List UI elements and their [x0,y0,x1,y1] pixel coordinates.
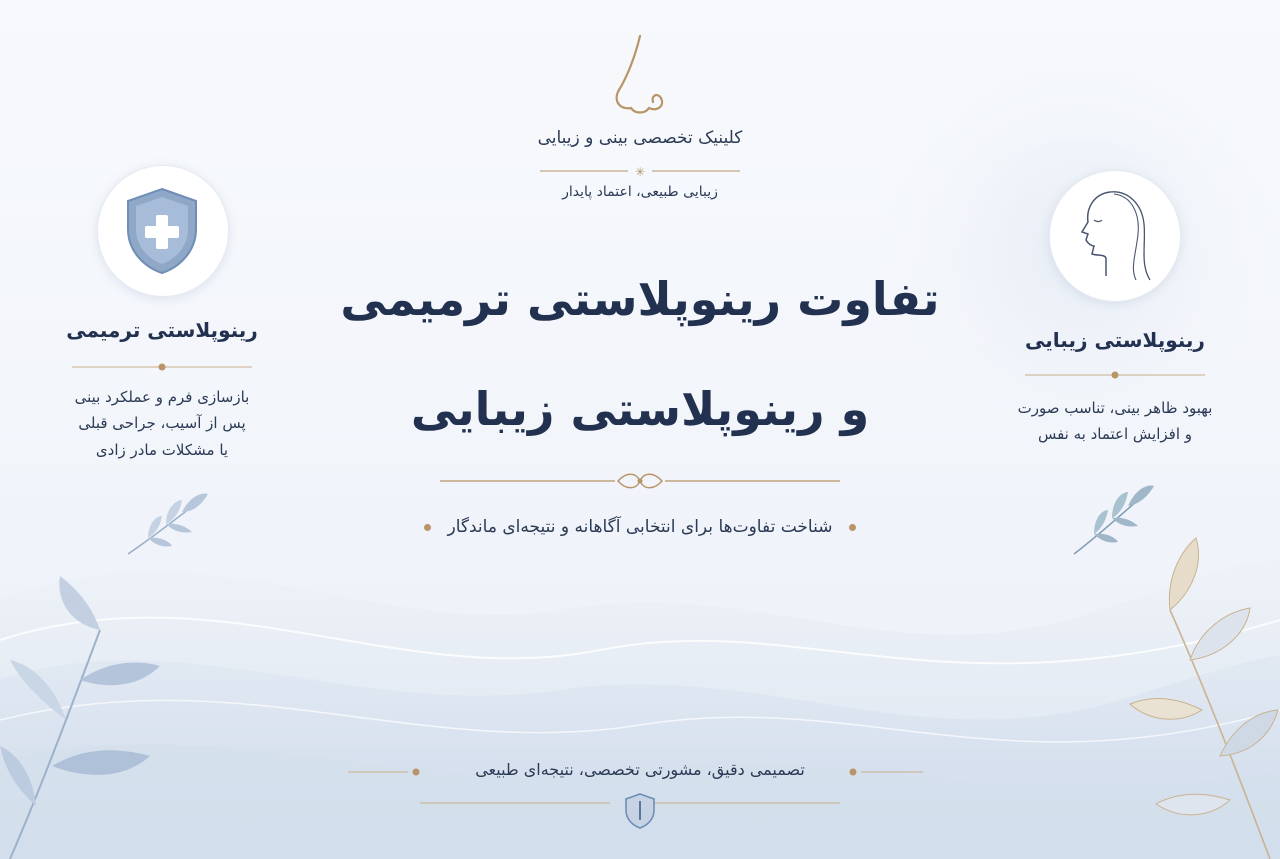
clinic-slogan: زیبایی طبیعی، اعتماد پایدار [562,184,718,200]
clinic-name: کلینیک تخصصی بینی و زیبایی [537,128,743,148]
bottom-right-leaves-icon [1070,520,1280,859]
left-card-line-2: پس از آسیب، جراحی قبلی [78,414,246,433]
shield-cross-icon [122,185,202,277]
footer-text: تصمیمی دقیق، مشورتی تخصصی، نتیجه‌ای طبیعی [475,760,805,779]
nose-logo-icon [605,32,675,117]
ornament-divider [440,468,840,494]
left-leaf-sprig-icon [122,488,212,558]
left-card-title: رینوپلاستی ترمیمی [66,318,258,342]
left-card-line-1: بازسازی فرم و عملکرد بینی [74,388,250,406]
right-card-line-1: بهبود ظاهر بینی، تناسب صورت [1017,399,1213,417]
main-title-line2: و رینوپلاستی زیبایی [410,382,870,436]
main-title-line1: تفاوت رینوپلاستی ترمیمی [340,272,940,326]
tagline-dot-left [424,524,431,531]
right-card-divider [1025,370,1205,380]
header-divider [540,164,740,178]
tagline-dot-right [849,524,856,531]
left-card-divider [72,362,252,372]
right-card-line-2: و افزایش اعتماد به نفس [1037,425,1193,444]
bottom-left-leaves-icon [0,570,190,859]
right-card-title: رینوپلاستی زیبایی [1025,328,1205,352]
left-card-description [12,384,312,463]
svg-text:✳: ✳ [634,165,646,178]
shield-icon [624,792,656,830]
face-profile-icon [1070,184,1160,284]
tagline-text: شناخت تفاوت‌ها برای انتخابی آگاهانه و نتیجه‌ای ماندگار [447,517,833,537]
right-card-description [965,395,1265,448]
left-card-line-3: یا مشکلات مادر زادی [95,440,229,459]
